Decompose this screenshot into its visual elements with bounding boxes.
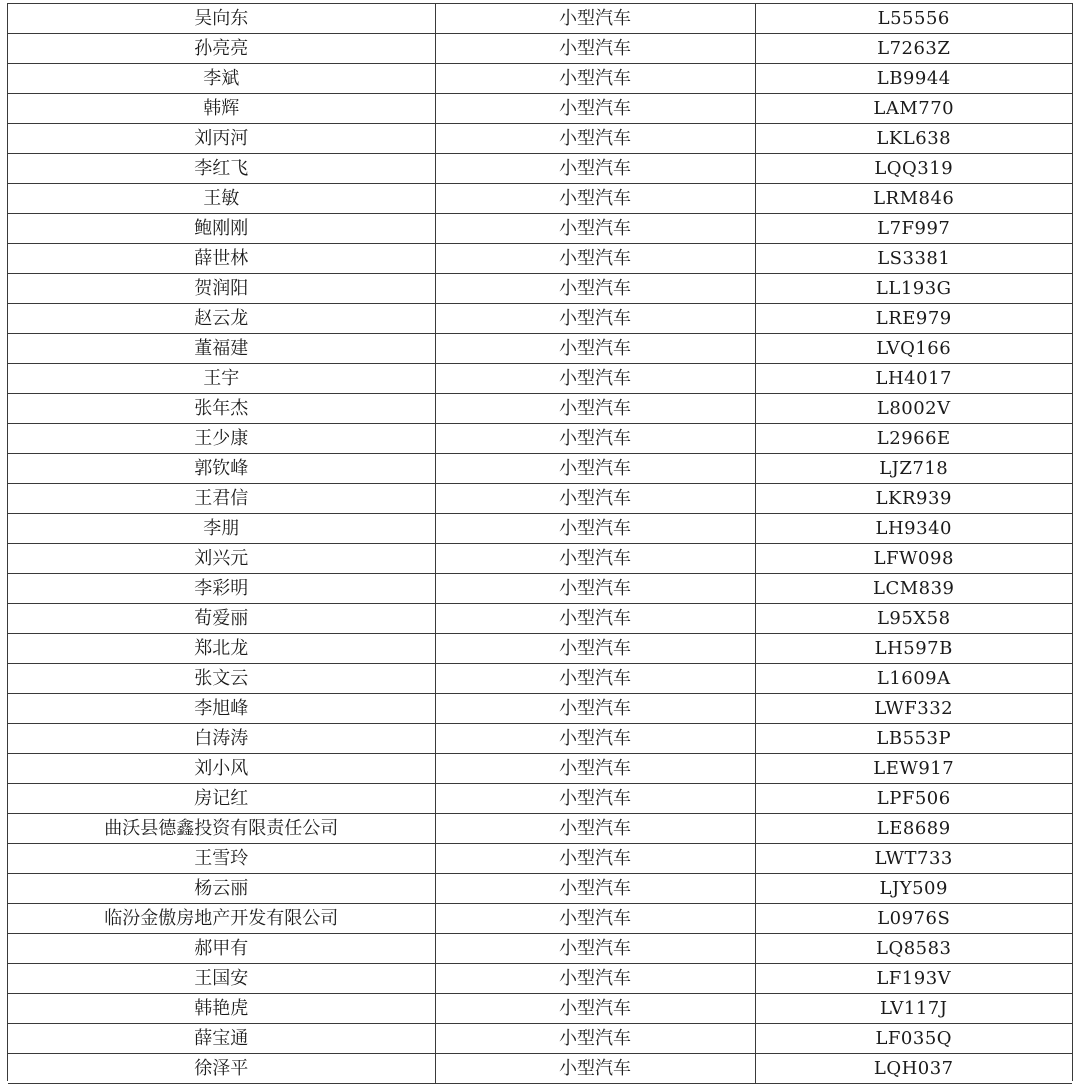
vehicle-type-cell: 小型汽车: [435, 994, 755, 1024]
vehicle-type-cell: 小型汽车: [435, 964, 755, 994]
owner-name-cell: 刘兴元: [8, 544, 435, 574]
vehicle-type-cell: 小型汽车: [435, 244, 755, 274]
owner-name-cell: 临汾金傲房地产开发有限公司: [8, 904, 435, 934]
table-row: [8, 4, 1072, 34]
owner-name-cell: 李斌: [8, 64, 435, 94]
table-row: [8, 334, 1072, 364]
owner-name-cell: 薛宝通: [8, 1024, 435, 1054]
vehicle-type-cell: 小型汽车: [435, 184, 755, 214]
table-row: [8, 244, 1072, 274]
plate-number-cell: LPF506: [755, 784, 1072, 814]
plate-number-cell: LB9944: [755, 64, 1072, 94]
vehicle-type-cell: 小型汽车: [435, 154, 755, 184]
plate-number-cell: L55556: [755, 4, 1072, 34]
table-row: [8, 604, 1072, 634]
vehicle-type-cell: 小型汽车: [435, 484, 755, 514]
vehicle-type-cell: 小型汽车: [435, 814, 755, 844]
plate-number-cell: L0976S: [755, 904, 1072, 934]
owner-name-cell: 刘丙河: [8, 124, 435, 154]
plate-number-cell: L2966E: [755, 424, 1072, 454]
table-row: [8, 754, 1072, 784]
table-row: [8, 154, 1072, 184]
vehicle-type-cell: 小型汽车: [435, 304, 755, 334]
table-row: [8, 694, 1072, 724]
vehicle-type-cell: 小型汽车: [435, 124, 755, 154]
plate-number-cell: LV117J: [755, 994, 1072, 1024]
table-row: [8, 844, 1072, 874]
table-row: [8, 934, 1072, 964]
table-row: [8, 64, 1072, 94]
plate-number-cell: LH597B: [755, 634, 1072, 664]
plate-number-cell: LKL638: [755, 124, 1072, 154]
table-row: [8, 724, 1072, 754]
plate-number-cell: LB553P: [755, 724, 1072, 754]
vehicle-type-cell: 小型汽车: [435, 904, 755, 934]
table-row: [8, 394, 1072, 424]
vehicle-type-cell: 小型汽车: [435, 934, 755, 964]
plate-number-cell: LWT733: [755, 844, 1072, 874]
owner-name-cell: 杨云丽: [8, 874, 435, 904]
owner-name-cell: 郑北龙: [8, 634, 435, 664]
plate-number-cell: LQ8583: [755, 934, 1072, 964]
table-row: [8, 454, 1072, 484]
plate-number-cell: L7F997: [755, 214, 1072, 244]
table-row: [8, 424, 1072, 454]
owner-name-cell: 李旭峰: [8, 694, 435, 724]
vehicle-type-cell: 小型汽车: [435, 844, 755, 874]
plate-number-cell: LCM839: [755, 574, 1072, 604]
vehicle-table: [8, 4, 1072, 1084]
vehicle-type-cell: 小型汽车: [435, 874, 755, 904]
owner-name-cell: 王宇: [8, 364, 435, 394]
owner-name-cell: 李彩明: [8, 574, 435, 604]
vehicle-type-cell: 小型汽车: [435, 454, 755, 484]
plate-number-cell: LH4017: [755, 364, 1072, 394]
vehicle-type-cell: 小型汽车: [435, 664, 755, 694]
vehicle-type-cell: 小型汽车: [435, 604, 755, 634]
plate-number-cell: L1609A: [755, 664, 1072, 694]
table-row: [8, 94, 1072, 124]
vehicle-type-cell: 小型汽车: [435, 544, 755, 574]
plate-number-cell: L95X58: [755, 604, 1072, 634]
vehicle-type-cell: 小型汽车: [435, 364, 755, 394]
owner-name-cell: 吴向东: [8, 4, 435, 34]
vehicle-type-cell: 小型汽车: [435, 274, 755, 304]
plate-number-cell: LJZ718: [755, 454, 1072, 484]
plate-number-cell: LE8689: [755, 814, 1072, 844]
owner-name-cell: 鲍刚刚: [8, 214, 435, 244]
vehicle-type-cell: 小型汽车: [435, 34, 755, 64]
owner-name-cell: 王敏: [8, 184, 435, 214]
owner-name-cell: 郭钦峰: [8, 454, 435, 484]
owner-name-cell: 王雪玲: [8, 844, 435, 874]
table-row: [8, 994, 1072, 1024]
table-row: [8, 874, 1072, 904]
owner-name-cell: 王君信: [8, 484, 435, 514]
plate-number-cell: LF193V: [755, 964, 1072, 994]
table-row: [8, 304, 1072, 334]
owner-name-cell: 贺润阳: [8, 274, 435, 304]
plate-number-cell: LQH037: [755, 1054, 1072, 1084]
table-row: [8, 364, 1072, 394]
plate-number-cell: LFW098: [755, 544, 1072, 574]
plate-number-cell: LWF332: [755, 694, 1072, 724]
plate-number-cell: LAM770: [755, 94, 1072, 124]
plate-number-cell: L7263Z: [755, 34, 1072, 64]
plate-number-cell: LVQ166: [755, 334, 1072, 364]
vehicle-type-cell: 小型汽车: [435, 94, 755, 124]
vehicle-type-cell: 小型汽车: [435, 1054, 755, 1084]
table-row: [8, 214, 1072, 244]
vehicle-type-cell: 小型汽车: [435, 574, 755, 604]
owner-name-cell: 郝甲有: [8, 934, 435, 964]
owner-name-cell: 曲沃县德鑫投资有限责任公司: [8, 814, 435, 844]
plate-number-cell: LQQ319: [755, 154, 1072, 184]
plate-number-cell: LKR939: [755, 484, 1072, 514]
owner-name-cell: 张年杰: [8, 394, 435, 424]
vehicle-type-cell: 小型汽车: [435, 4, 755, 34]
table-row: [8, 484, 1072, 514]
table-row: [8, 664, 1072, 694]
vehicle-type-cell: 小型汽车: [435, 754, 755, 784]
table-row: [8, 784, 1072, 814]
vehicle-type-cell: 小型汽车: [435, 424, 755, 454]
plate-number-cell: LS3381: [755, 244, 1072, 274]
owner-name-cell: 房记红: [8, 784, 435, 814]
table-row: [8, 1054, 1072, 1084]
owner-name-cell: 薛世林: [8, 244, 435, 274]
owner-name-cell: 荀爱丽: [8, 604, 435, 634]
owner-name-cell: 赵云龙: [8, 304, 435, 334]
owner-name-cell: 董福建: [8, 334, 435, 364]
table-row: [8, 814, 1072, 844]
owner-name-cell: 韩辉: [8, 94, 435, 124]
plate-number-cell: LEW917: [755, 754, 1072, 784]
plate-number-cell: LRE979: [755, 304, 1072, 334]
vehicle-type-cell: 小型汽车: [435, 694, 755, 724]
table-row: [8, 274, 1072, 304]
vehicle-type-cell: 小型汽车: [435, 64, 755, 94]
vehicle-table-body: [8, 4, 1072, 1084]
owner-name-cell: 孙亮亮: [8, 34, 435, 64]
plate-number-cell: LJY509: [755, 874, 1072, 904]
owner-name-cell: 王国安: [8, 964, 435, 994]
table-row: [8, 544, 1072, 574]
table-row: [8, 184, 1072, 214]
table-row: [8, 34, 1072, 64]
plate-number-cell: LH9340: [755, 514, 1072, 544]
plate-number-cell: LF035Q: [755, 1024, 1072, 1054]
owner-name-cell: 徐泽平: [8, 1054, 435, 1084]
table-row: [8, 634, 1072, 664]
vehicle-type-cell: 小型汽车: [435, 1024, 755, 1054]
vehicle-type-cell: 小型汽车: [435, 514, 755, 544]
plate-number-cell: LL193G: [755, 274, 1072, 304]
owner-name-cell: 张文云: [8, 664, 435, 694]
vehicle-type-cell: 小型汽车: [435, 784, 755, 814]
vehicle-type-cell: 小型汽车: [435, 334, 755, 364]
owner-name-cell: 韩艳虎: [8, 994, 435, 1024]
vehicle-table-sheet: [7, 3, 1073, 1081]
vehicle-type-cell: 小型汽车: [435, 214, 755, 244]
table-row: [8, 964, 1072, 994]
table-row: [8, 574, 1072, 604]
owner-name-cell: 王少康: [8, 424, 435, 454]
plate-number-cell: LRM846: [755, 184, 1072, 214]
owner-name-cell: 白涛涛: [8, 724, 435, 754]
table-row: [8, 904, 1072, 934]
plate-number-cell: L8002V: [755, 394, 1072, 424]
owner-name-cell: 李朋: [8, 514, 435, 544]
table-row: [8, 514, 1072, 544]
vehicle-type-cell: 小型汽车: [435, 394, 755, 424]
owner-name-cell: 刘小风: [8, 754, 435, 784]
table-row: [8, 124, 1072, 154]
vehicle-type-cell: 小型汽车: [435, 634, 755, 664]
owner-name-cell: 李红飞: [8, 154, 435, 184]
table-row: [8, 1024, 1072, 1054]
vehicle-type-cell: 小型汽车: [435, 724, 755, 754]
